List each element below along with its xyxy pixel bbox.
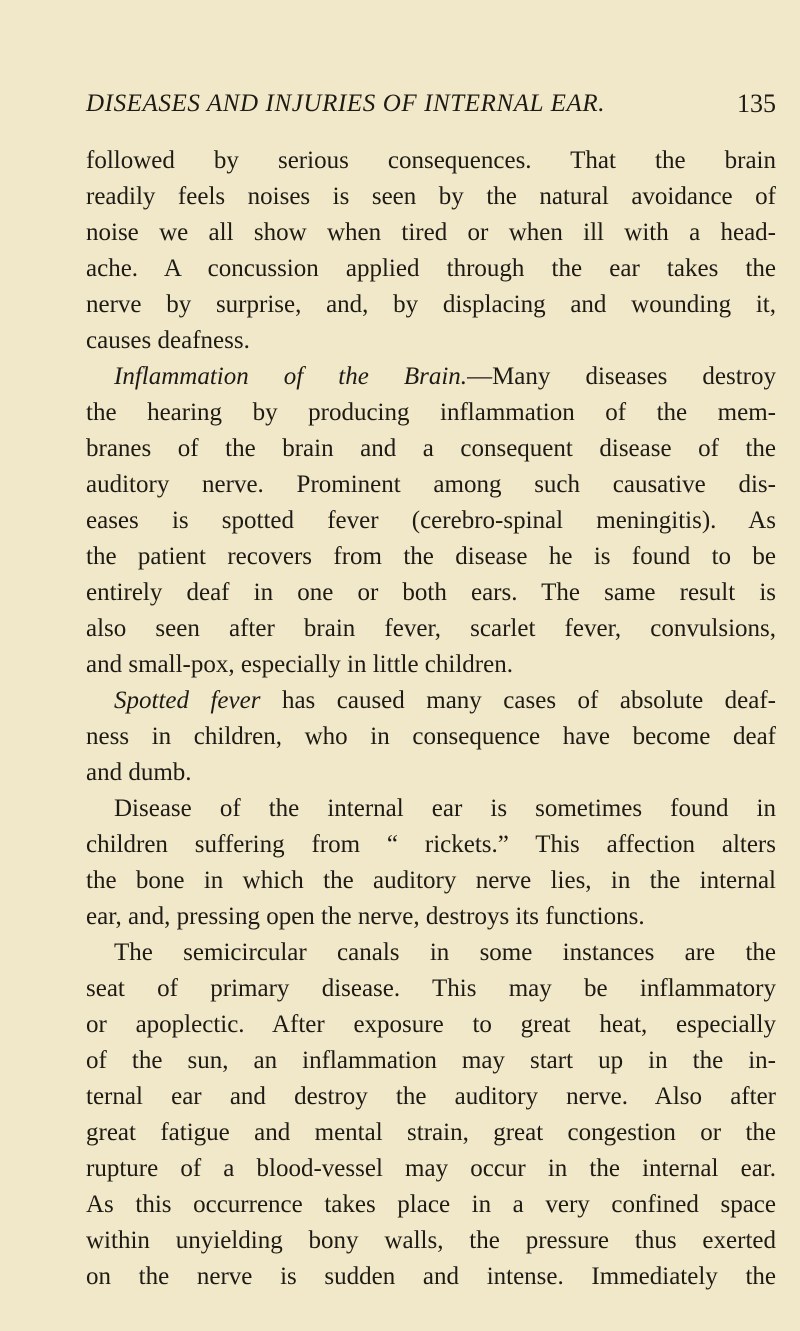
section-heading: Inflammation of the Brain.	[114, 363, 468, 390]
text-line: followed by serious consequences. That the brain	[86, 147, 776, 174]
text-line: of the sun, an inflammation may start up in the in-	[86, 1047, 776, 1074]
text-line: the patient recovers from the disease he is found to be	[86, 543, 776, 570]
body-text	[86, 143, 776, 1295]
text-line: causes deafness.	[86, 327, 250, 354]
text-line: branes of the brain and a consequent disease of the	[86, 435, 776, 462]
text-line	[86, 683, 776, 719]
text-line: children suffering from “ rickets.” This affection alters	[86, 831, 776, 858]
text-line: entirely deaf in one or both ears. The same result is	[86, 579, 776, 606]
text-line: nerve by surprise, and, by displacing and wounding it,	[86, 291, 776, 318]
text-line: ternal ear and destroy the auditory nerve. Also after	[86, 1083, 776, 1110]
page-number: 135	[737, 89, 776, 118]
text-line: rupture of a blood-vessel may occur in the internal ear.	[86, 1155, 776, 1182]
text-line: auditory nerve. Prominent among such causative dis-	[86, 471, 776, 498]
text-line: readily feels noises is seen by the natural avoidance of	[86, 183, 776, 210]
text-line: the bone in which the auditory nerve lies, in the internal	[86, 867, 776, 894]
section-heading: Spotted fever	[114, 687, 261, 714]
text-line: or apoplectic. After exposure to great heat, especially	[86, 1011, 776, 1038]
text-line: ache. A concussion applied through the ear takes the	[86, 255, 776, 282]
text-line: As this occurrence takes place in a very confined space	[86, 1191, 776, 1218]
text-line: and dumb.	[86, 759, 192, 786]
text-line: on the nerve is sudden and intense. Immediately the	[86, 1263, 776, 1290]
running-head	[86, 86, 776, 126]
text-line: seat of primary disease. This may be inflammatory	[86, 975, 776, 1002]
text-line: within unyielding bony walls, the pressure thus exerted	[86, 1227, 776, 1254]
line-rest: has caused many cases of absolute deaf-	[260, 687, 776, 714]
text-line: and small-pox, especially in little children.	[86, 651, 513, 678]
running-title: DISEASES AND INJURIES OF INTERNAL EAR.	[86, 90, 606, 117]
text-line: the hearing by producing inflammation of the mem-	[86, 399, 776, 426]
text-line: Disease of the internal ear is sometimes found in	[114, 795, 776, 822]
text-line: ness in children, who in consequence have become deaf	[86, 723, 776, 750]
line-rest: —Many diseases destroy	[467, 363, 777, 390]
text-line: great fatigue and mental strain, great congestion or the	[86, 1119, 776, 1146]
text-line: The semicircular canals in some instances are the	[114, 939, 776, 966]
text-line: also seen after brain fever, scarlet fever, convulsions,	[86, 615, 776, 642]
text-line: noise we all show when tired or when ill with a head-	[86, 219, 776, 246]
text-line	[86, 359, 776, 395]
text-line: ear, and, pressing open the nerve, destroys its functions.	[86, 903, 645, 930]
text-line: eases is spotted fever (cerebro-spinal meningitis). As	[86, 507, 776, 534]
